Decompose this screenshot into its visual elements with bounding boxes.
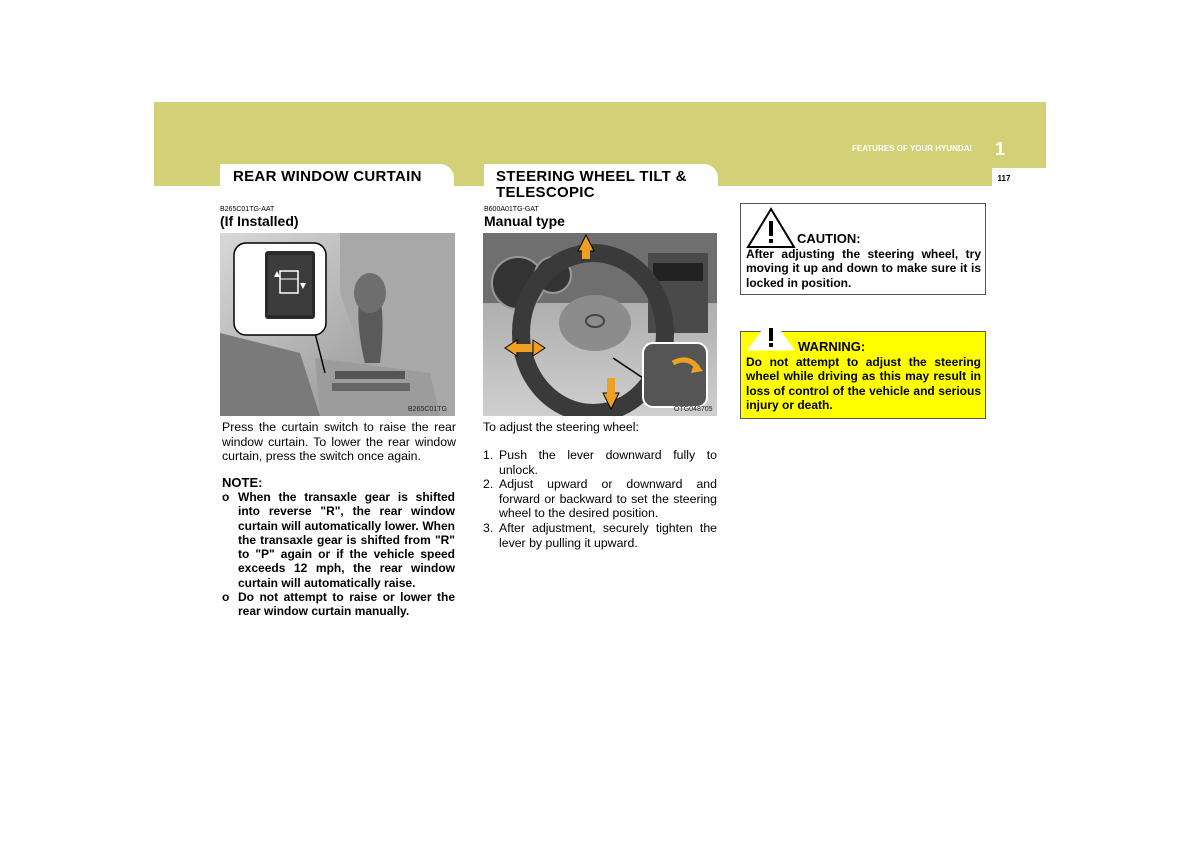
- image-caption-curtain: B265C01TG: [408, 406, 447, 413]
- running-title: FEATURES OF YOUR HYUNDAI: [852, 144, 972, 153]
- image-caption-steering: OTG048705: [674, 406, 713, 413]
- section-title-line2: TELESCOPIC: [496, 184, 595, 201]
- section-title-steering-wheel: STEERING WHEEL TILT &: [484, 164, 718, 186]
- warning-box: [740, 331, 986, 419]
- note-list: [222, 490, 455, 619]
- steering-steps: [483, 448, 717, 550]
- section-title-rear-window-curtain: REAR WINDOW CURTAIN: [220, 164, 454, 186]
- note-heading: NOTE:: [222, 475, 263, 490]
- list-item: 2. Adjust upward or downward and forward or backward to set the steering wheel to the desired position.: [483, 477, 717, 521]
- subheading-manual-type: Manual type: [484, 213, 565, 229]
- steering-wheel-photo: [483, 233, 717, 416]
- page-number: 117: [997, 174, 1011, 183]
- list-item: 3. After adjustment, securely tighten the lever by pulling it upward.: [483, 520, 717, 550]
- list-item: o Do not attempt to raise or lower the rear window curtain manually.: [222, 590, 455, 619]
- curtain-switch-photo: [220, 233, 455, 416]
- subheading-if-installed: (If Installed): [220, 213, 299, 229]
- chapter-number: 1: [995, 139, 1006, 159]
- list-item: o When the transaxle gear is shifted into reverse "R", the rear window curtain will automatically lower. When the transaxle gear is shifted from "R" to "P" again or if the vehicle speed exceeds 12 mph, the rear window curtain will automatically raise.: [222, 490, 455, 590]
- curtain-body-text: Press the curtain switch to raise the rear window curtain. To lower the rear window curtain, press the switch once again.: [222, 420, 456, 464]
- section-code: B600A01TG-GAT: [484, 206, 539, 213]
- section-code: B265C01TG-AAT: [220, 206, 275, 213]
- warning-text: Do not attempt to adjust the steering wheel while driving as this may result in loss of control of the vehicle and serious injury or death.: [746, 355, 981, 412]
- steering-intro: To adjust the steering wheel:: [483, 420, 639, 434]
- caution-box: [740, 203, 986, 295]
- caution-heading: CAUTION:: [797, 231, 861, 246]
- caution-text: After adjusting the steering wheel, try moving it up and down to make sure it is locked in position.: [746, 247, 981, 290]
- warning-heading: WARNING:: [798, 339, 866, 354]
- list-item: 1. Push the lever downward fully to unlock.: [483, 448, 717, 477]
- warning-triangle-icon: [746, 316, 796, 357]
